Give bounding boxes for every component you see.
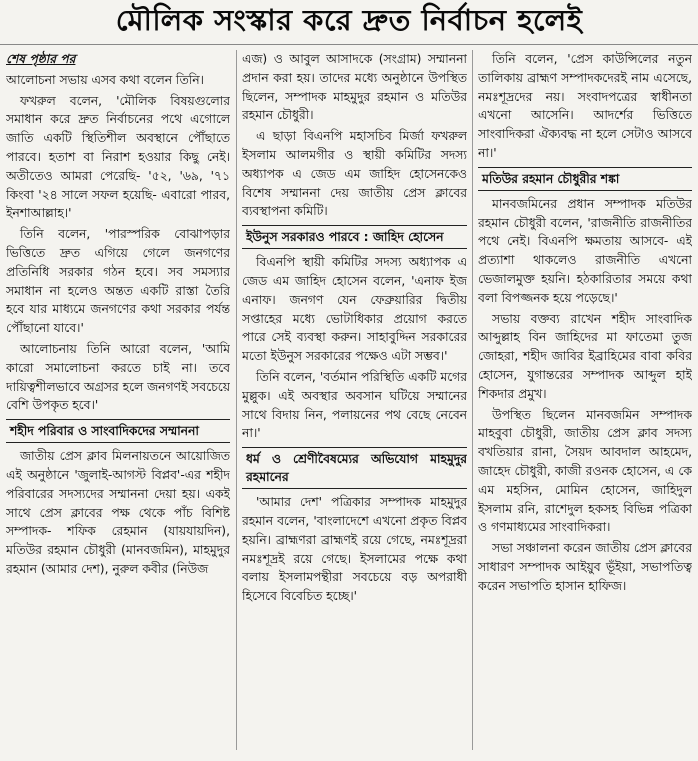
paragraph: উপস্থিত ছিলেন মানবজমিন সম্পাদক মাহবুবা চৌধুরী, জাতীয় প্রেস ক্লাব সদস্য বখতিয়ার রানা, সৈয়দ আবদাল আহমেদ, জাহেদ চৌধুরী, কাজী রওনক হোসেন, এ কে এম মহসিন, মোমিন হোসেন, জাহিদুল ইসলাম রনি, রাশেদুল হকসহ বিভিন্ন পত্রিকা ও গণমাধ্যমের সাংবাদিকরা। bbox=[478, 407, 692, 535]
paragraph: তিনি বলেন, 'প্রেস কাউন্সিলের নতুন তালিকায় ব্রাহ্মণ সম্পাদকদেরই নাম এসেছে, নমঃশূদ্রদের নয়। সংবাদপত্রের স্বাধীনতা এখনো আসেনি। আদর্শের ভিত্তিতে সাংবাদিকরা ঐক্যবদ্ধ না হলে সেটাও আসবে না।' bbox=[478, 52, 692, 160]
paragraph: বিএনপি স্থায়ী কমিটির সদস্য অধ্যাপক এ জেড এম জাহিদ হোসেন বলেন, 'এনাফ ইজ এনাফ। জনগণ যেন ফেব্রুয়ারির দ্বিতীয় সপ্তাহের মধ্যে ভোটাধিকার প্রয়োগ করতে পারে সেই ব্যবস্থা করুন। সাহাবুদ্দিন সরকারের মতো ইউনুস সরকারের পক্ষেও এটা সম্ভব।' bbox=[242, 255, 467, 364]
paragraph: আলোচনা সভায় এসব কথা বলেন তিনি। bbox=[6, 72, 204, 87]
subheading: শহীদ পরিবার ও সাংবাদিকদের সম্মাননা bbox=[6, 419, 230, 443]
subheading: ইউনুস সরকারও পারবে : জাহিদ হোসেন bbox=[242, 225, 467, 249]
subheading: ধর্ম ও শ্রেণীবৈষম্যের অভিযোগ মাহমুদুর রহমানের bbox=[242, 447, 467, 489]
paragraph: এজ) ও আবুল আসাদকে (সংগ্রাম) সম্মাননা প্রদান করা হয়। তাদের মধ্যে অনুষ্ঠানে উপস্থিত ছিলেন, সম্পাদক মাহমুদুর রহমান ও মতিউর রহমান চৌধুরী। bbox=[242, 52, 467, 123]
paragraph: আলোচনায় তিনি আরো বলেন, 'আমি কারো সমালোচনা করতে চাই না। তবে দায়িত্বশীলভাবে অগ্রসর হলে জনগণই সবচেয়ে বেশি উপকৃত হবে।' bbox=[6, 341, 230, 413]
paragraph: সভা সঞ্চালনা করেন জাতীয় প্রেস ক্লাবের সাধারণ সম্পাদক আইয়ুব ভূঁইয়া, সভাপতিত্ব করেন সভাপতি হাসান হাফিজ। bbox=[478, 541, 692, 593]
column-divider bbox=[236, 50, 237, 750]
paragraph: মানবজমিনের প্রধান সম্পাদক মতিউর রহমান চৌধুরী বলেন, 'রাজনীতি রাজনীতির পথে নেই। বিএনপি ক্ষমতায় আসবে- এই প্রত্যাশা থাকলেও রাজনীতি এখনো ভেজালমুক্ত হয়নি। হঠকারিতার সময়ে কথা বলা বিপজ্জনক হয়ে পড়েছে।' bbox=[478, 196, 692, 305]
headline: মৌলিক সংস্কার করে দ্রুত নির্বাচন হলেই bbox=[0, 0, 698, 45]
column-1 bbox=[6, 50, 230, 755]
continuation-kicker: শেষ পৃষ্ঠার পর bbox=[6, 52, 76, 66]
column-divider bbox=[472, 50, 473, 750]
paragraph: ফখরুল বলেন, 'মৌলিক বিষয়গুলোর সমাধান করে দ্রুত নির্বাচনের পথে এগোলে জাতি একটি স্থিতিশীল অবস্থানে পৌঁছাতে পারবে। হতাশ বা নিরাশ হওয়ার কিছু নেই। অতীতেও আমরা পেরেছি- '৫২, '৬৯, '৭১ কিংবা '২৪ সালে সফল হয়েছি- এবারো পারব, ইনশাআল্লাহ।' bbox=[6, 93, 230, 221]
paragraph: জাতীয় প্রেস ক্লাব মিলনায়তনে আয়োজিত এই অনুষ্ঠানে 'জুলাই-আগস্ট বিপ্লব'-এর শহীদ পরিবারের সদস্যদের সম্মাননা দেয়া হয়। একই সাথে প্রেস ক্লাবের পক্ষ থেকে পাঁচ বিশিষ্ট সম্পাদক- শফিক রেহমান (যায়যায়দিন), মতিউর রহমান চৌধুরী (মানবজমিন), মাহমুদুর রহমান (আমার দেশ), নুরুল কবীর (নিউজ bbox=[6, 449, 230, 576]
paragraph: সভায় বক্তব্য রাখেন শহীদ সাংবাদিক আব্দুল্লাহ বিন জাহিদের মা ফাতেমা তুজ জোহরা, শহীদ জাবির ইব্রাহিমের বাবা কবির হোসেন, যুগান্তরের সম্পাদক আব্দুল হাই শিকদার প্রমুখ। bbox=[478, 311, 692, 401]
paragraph: এ ছাড়া বিএনপি মহাসচিব মির্জা ফখরুল ইসলাম আলমগীর ও স্থায়ী কমিটির সদস্য অধ্যাপক এ জেড এম জাহিদ হোসেনকেও বিশেষ সম্মাননা দেয় জাতীয় প্রেস ক্লাবের ব্যবস্থাপনা কমিটি। bbox=[242, 129, 467, 219]
paragraph: 'আমার দেশ' পত্রিকার সম্পাদক মাহমুদুর রহমান বলেন, 'বাংলাদেশে এখনো প্রকৃত বিপ্লব হয়নি। ব্রাহ্মণরা ব্রাহ্মণই রয়ে গেছে, নমঃশূদ্ররা নমঃশূদ্রই রয়ে গেছে। ইসলামের পক্ষে কথা বলায় ইসলামপন্থীরা সবচেয়ে বড় অপরাধী হিসেবে বিবেচিত হচ্ছে।' bbox=[242, 495, 467, 604]
column-3 bbox=[478, 50, 692, 755]
paragraph: তিনি বলেন, 'পারস্পরিক বোঝাপড়ার ভিত্তিতে দ্রুত এগিয়ে গেলে জনগণের প্রতিনিধি সরকার গঠন হবে। সব সমস্যার সমাধান না হলেও অন্তত একটি রাস্তা তৈরি হবে যার মাধ্যমে জনগণের কথা সরকার পর্যন্ত পৌঁছানো যাবে।' bbox=[6, 227, 230, 336]
paragraph: তিনি বলেন, 'বর্তমান পরিস্থিতি একটি মগের মুল্লুক। এই অবস্থার অবসান ঘটিয়ে সম্মানের সাথে বিদায় নিন, পলায়নের পথ বেছে নেবেন না।' bbox=[242, 369, 467, 441]
column-2 bbox=[242, 50, 467, 755]
subheading: মতিউর রহমান চৌধুরীর শঙ্কা bbox=[478, 167, 692, 191]
